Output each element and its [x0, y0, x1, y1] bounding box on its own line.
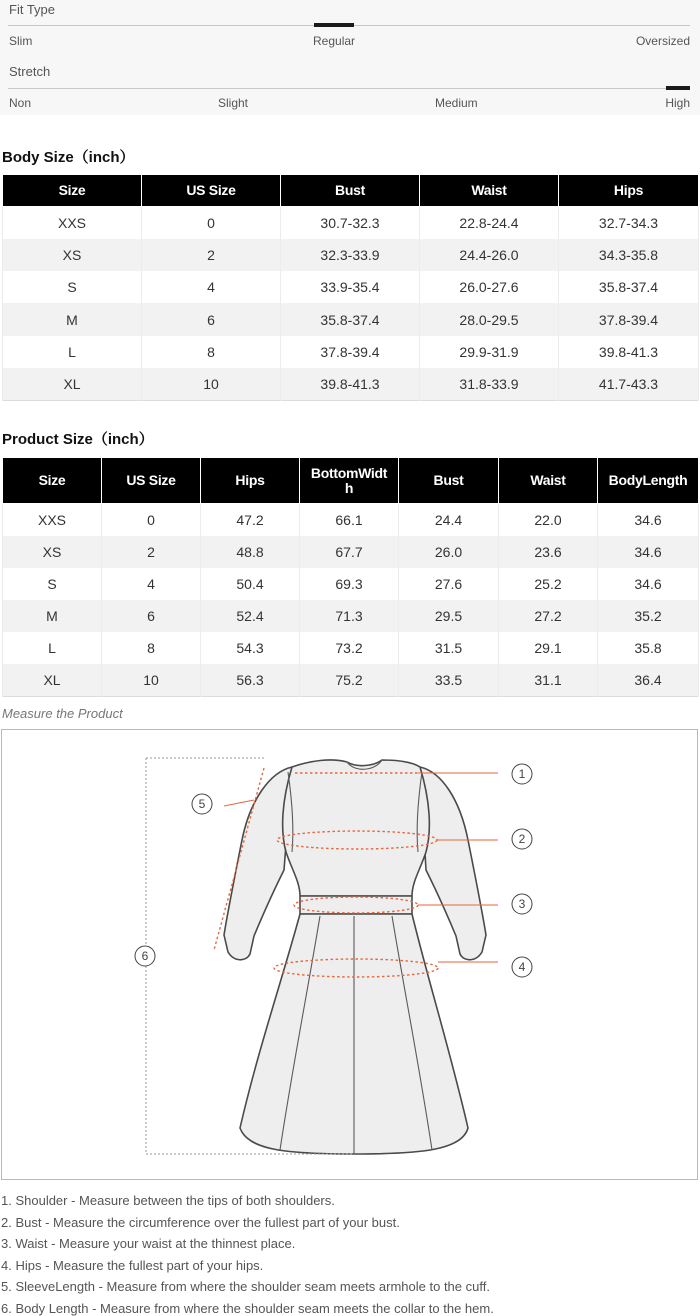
table-cell: 22.8-24.4	[420, 207, 559, 239]
table-cell: 73.2	[300, 632, 399, 664]
table-cell: 71.3	[300, 600, 399, 632]
table-cell: 2	[142, 239, 281, 271]
stretch-title: Stretch	[9, 64, 51, 79]
product-size-header-row	[3, 458, 699, 504]
dress-outline	[224, 760, 486, 1154]
table-cell: 31.5	[399, 632, 499, 664]
table-cell: S	[3, 271, 142, 303]
table-cell: 6	[142, 303, 281, 335]
table-cell: 31.8-33.9	[420, 368, 559, 400]
table-cell: 30.7-32.3	[281, 207, 420, 239]
table-cell: 6	[102, 600, 201, 632]
table-cell: 29.9-31.9	[420, 336, 559, 368]
table-cell: 33.9-35.4	[281, 271, 420, 303]
table-row	[3, 239, 699, 271]
table-cell: 23.6	[499, 536, 598, 568]
stretch-label-medium: Medium	[435, 96, 478, 110]
table-cell: 25.2	[499, 568, 598, 600]
table-row	[3, 504, 699, 536]
callout-3-label: 3	[518, 897, 526, 911]
stretch-label-high: High	[665, 96, 690, 110]
table-cell: 56.3	[201, 664, 300, 696]
table-cell: 75.2	[300, 664, 399, 696]
fit-type-marker	[314, 23, 354, 27]
callout-4-label: 4	[518, 960, 526, 974]
product-size-header-2: Hips	[201, 458, 300, 504]
table-cell: 50.4	[201, 568, 300, 600]
table-cell: 54.3	[201, 632, 300, 664]
product-size-header-5: Waist	[499, 458, 598, 504]
fit-type-scale	[0, 0, 700, 48]
table-cell: 29.5	[399, 600, 499, 632]
body-size-header-2: Bust	[281, 175, 420, 207]
table-cell: XS	[3, 239, 142, 271]
note-shoulder: 1. Shoulder - Measure between the tips of both shoulders.	[1, 1193, 335, 1208]
stretch-label-slight: Slight	[218, 96, 249, 110]
table-row	[3, 368, 699, 400]
callout-6-label: 6	[141, 949, 149, 963]
table-cell: 10	[142, 368, 281, 400]
body-size-header-1: US Size	[142, 175, 281, 207]
table-row	[3, 664, 699, 696]
body-size-header-0: Size	[3, 175, 142, 207]
table-cell: M	[3, 600, 102, 632]
note-waist: 3. Waist - Measure your waist at the thinnest place.	[1, 1236, 296, 1251]
table-cell: 32.7-34.3	[559, 207, 699, 239]
table-cell: 28.0-29.5	[420, 303, 559, 335]
table-cell: 2	[102, 536, 201, 568]
table-cell: 4	[142, 271, 281, 303]
table-cell: XS	[3, 536, 102, 568]
table-cell: M	[3, 303, 142, 335]
callout-2-label: 2	[518, 832, 526, 846]
body-size-table	[2, 174, 699, 401]
dress-illustration-icon	[2, 730, 699, 1181]
body-size-title: Body Size（inch）	[2, 149, 135, 166]
table-cell: XXS	[3, 207, 142, 239]
table-cell: 39.8-41.3	[281, 368, 420, 400]
table-cell: 37.8-39.4	[281, 336, 420, 368]
table-row	[3, 632, 699, 664]
stretch-label-non: Non	[9, 96, 32, 110]
note-sleeve-length: 5. SleeveLength - Measure from where the shoulder seam meets armhole to the cuff.	[1, 1279, 490, 1294]
stretch-marker	[666, 86, 690, 90]
table-cell: 27.6	[399, 568, 499, 600]
table-cell: 26.0-27.6	[420, 271, 559, 303]
note-hips: 4. Hips - Measure the fullest part of your hips.	[1, 1257, 264, 1273]
table-cell: 48.8	[201, 536, 300, 568]
fit-label-regular: Regular	[313, 34, 356, 48]
body-size-header-row	[3, 175, 699, 207]
callout-1-label: 1	[518, 767, 526, 781]
table-cell: 41.7-43.3	[559, 368, 699, 400]
product-size-header-4: Bust	[399, 458, 499, 504]
note-bust: 2. Bust - Measure the circumference over the fullest part of your bust.	[1, 1214, 400, 1230]
table-cell: 24.4-26.0	[420, 239, 559, 271]
table-cell: 4	[102, 568, 201, 600]
table-cell: 8	[102, 632, 201, 664]
product-size-header-0: Size	[3, 458, 102, 504]
table-cell: 24.4	[399, 504, 499, 536]
table-cell: 10	[102, 664, 201, 696]
table-cell: 22.0	[499, 504, 598, 536]
table-cell: 32.3-33.9	[281, 239, 420, 271]
product-size-title: Product Size（inch）	[2, 431, 154, 448]
table-cell: 35.8	[598, 632, 699, 664]
table-cell: XL	[3, 368, 142, 400]
table-cell: 52.4	[201, 600, 300, 632]
fit-type-title: Fit Type	[9, 2, 56, 17]
table-row	[3, 336, 699, 368]
table-cell: 34.6	[598, 536, 699, 568]
table-row	[3, 568, 699, 600]
table-cell: 39.8-41.3	[559, 336, 699, 368]
stretch-track	[8, 88, 690, 89]
table-cell: 0	[142, 207, 281, 239]
table-cell: 37.8-39.4	[559, 303, 699, 335]
table-cell: L	[3, 632, 102, 664]
measurement-notes	[1, 1190, 699, 1316]
table-cell: 34.6	[598, 568, 699, 600]
note-body-length: 6. Body Length - Measure from where the shoulder seam meets the collar to the hem.	[1, 1300, 494, 1316]
table-cell: XL	[3, 664, 102, 696]
body-size-header-4: Hips	[559, 175, 699, 207]
fit-stretch-panel	[0, 0, 700, 115]
table-row	[3, 271, 699, 303]
table-cell: L	[3, 336, 142, 368]
table-row	[3, 207, 699, 239]
fit-label-slim: Slim	[9, 34, 33, 48]
product-size-header-1: US Size	[102, 458, 201, 504]
table-cell: 34.3-35.8	[559, 239, 699, 271]
table-cell: 66.1	[300, 504, 399, 536]
table-cell: 31.1	[499, 664, 598, 696]
table-row	[3, 600, 699, 632]
product-size-header-6: BodyLength	[598, 458, 699, 504]
stretch-scale	[0, 62, 700, 110]
table-cell: 26.0	[399, 536, 499, 568]
table-cell: 35.8-37.4	[559, 271, 699, 303]
table-cell: 36.4	[598, 664, 699, 696]
body-size-header-3: Waist	[420, 175, 559, 207]
table-cell: 34.6	[598, 504, 699, 536]
measure-diagram	[1, 729, 698, 1180]
callout-5-label: 5	[198, 797, 206, 811]
measure-caption: Measure the Product	[2, 706, 123, 721]
table-cell: 69.3	[300, 568, 399, 600]
table-cell: S	[3, 568, 102, 600]
table-row	[3, 536, 699, 568]
table-cell: 67.7	[300, 536, 399, 568]
product-size-table	[2, 457, 699, 697]
table-cell: 33.5	[399, 664, 499, 696]
table-cell: 27.2	[499, 600, 598, 632]
product-size-header-3: BottomWidt h	[300, 458, 399, 504]
table-cell: 8	[142, 336, 281, 368]
table-cell: XXS	[3, 504, 102, 536]
fit-label-oversized: Oversized	[635, 34, 690, 48]
table-cell: 35.2	[598, 600, 699, 632]
table-cell: 35.8-37.4	[281, 303, 420, 335]
table-cell: 29.1	[499, 632, 598, 664]
table-row	[3, 303, 699, 335]
table-cell: 0	[102, 504, 201, 536]
table-cell: 47.2	[201, 504, 300, 536]
